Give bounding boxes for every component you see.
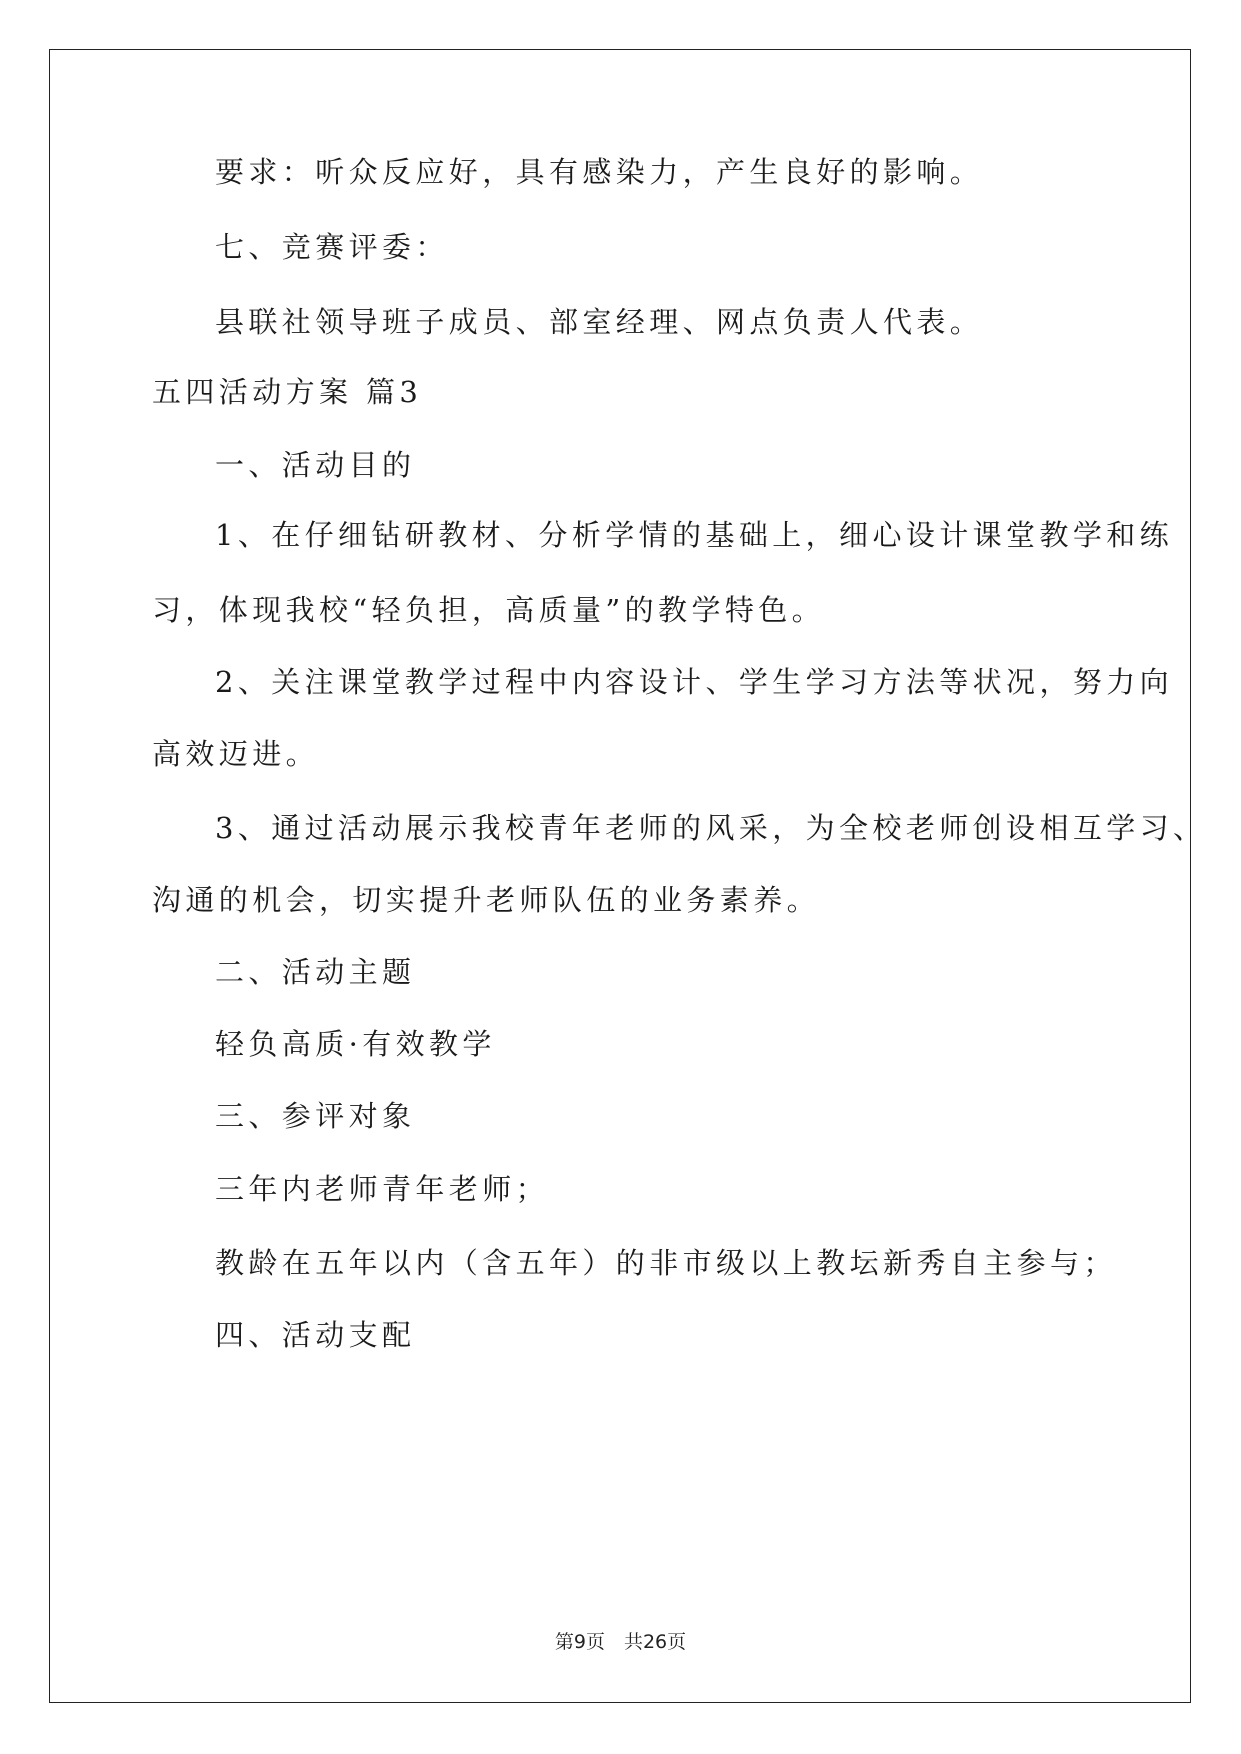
- purpose-item-1-line-1: 1、在仔细钻研教材、分析学情的基础上，细心设计课堂教学和练: [215, 518, 1174, 552]
- page-border: [49, 49, 1191, 1703]
- footer-total-pages: 26: [642, 1631, 668, 1653]
- paragraph-judges: 县联社领导班子成员、部室经理、网点负责人代表。: [215, 305, 984, 339]
- footer-page-prefix: 第: [554, 1631, 574, 1653]
- purpose-item-2-line-1: 2、关注课堂教学过程中内容设计、学生学习方法等状况，努力向: [215, 665, 1174, 699]
- purpose-item-1-line-2: 习，体现我校“轻负担，高质量”的教学特色。: [152, 593, 826, 627]
- section-heading-purpose: 一、活动目的: [215, 448, 416, 482]
- paragraph-theme: 轻负高质·有效教学: [215, 1027, 496, 1061]
- page-footer: [0, 1633, 1241, 1652]
- purpose-item-2-line-2: 高效迈进。: [152, 737, 320, 771]
- section-heading-arrangement: 四、活动支配: [215, 1318, 416, 1352]
- footer-page-number: 9: [573, 1631, 586, 1653]
- paragraph-participants-2: 教龄在五年以内（含五年）的非市级以上教坛新秀自主参与；: [215, 1246, 1117, 1280]
- section-heading-judges: 七、竞赛评委：: [215, 230, 449, 264]
- purpose-item-3-line-2: 沟通的机会，切实提升老师队伍的业务素养。: [152, 883, 821, 917]
- section-heading-theme: 二、活动主题: [215, 955, 416, 989]
- paragraph-participants-1: 三年内老师青年老师；: [215, 1172, 550, 1206]
- paragraph-requirements: 要求：听众反应好，具有感染力，产生良好的影响。: [215, 155, 984, 189]
- purpose-item-3-line-1: 3、通过活动展示我校青年老师的风采，为全校老师创设相互学习、: [215, 811, 1207, 845]
- footer-page-mid: 页 共: [585, 1631, 643, 1653]
- section-heading-participants: 三、参评对象: [215, 1099, 416, 1133]
- article-title: 五四活动方案 篇3: [152, 375, 423, 409]
- footer-page-suffix: 页: [667, 1631, 687, 1653]
